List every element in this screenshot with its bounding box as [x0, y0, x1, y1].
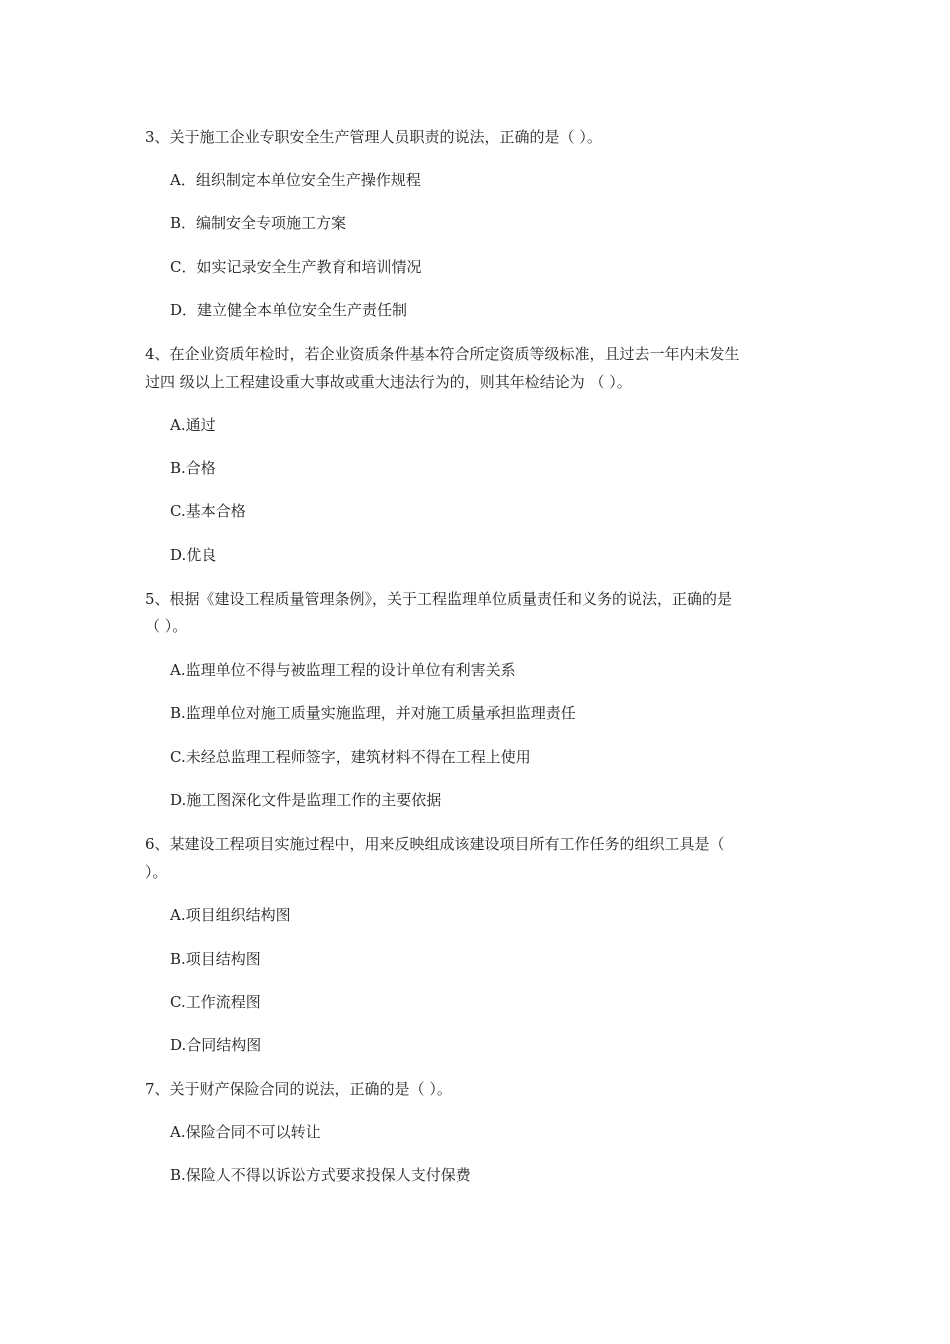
question-4-option-c: C.基本合格 — [170, 502, 246, 520]
question-6-option-c: C.工作流程图 — [170, 993, 261, 1011]
question-4-option-a: A.通过 — [170, 416, 216, 434]
question-7-option-b: B.保险人不得以诉讼方式要求投保人支付保费 — [170, 1166, 471, 1184]
question-3-stem: 3、关于施工企业专职安全生产管理人员职责的说法，正确的是（ ）。 — [145, 128, 602, 146]
question-5-option-c: C.未经总监理工程师签字，建筑材料不得在工程上使用 — [170, 748, 531, 766]
question-6-option-d: D.合同结构图 — [170, 1036, 262, 1054]
question-3-option-c: C．如实记录安全生产教育和培训情况 — [170, 258, 422, 276]
question-4-stem-line-1: 4、在企业资质年检时，若企业资质条件基本符合所定资质等级标准，且过去一年内未发生 — [145, 345, 740, 363]
question-4-stem-line-2: 过四 级以上工程建设重大事故或重大违法行为的，则其年检结论为 （ ）。 — [145, 373, 632, 391]
question-6-option-b: B.项目结构图 — [170, 950, 261, 968]
question-5-option-b: B.监理单位对施工质量实施监理，并对施工质量承担监理责任 — [170, 704, 576, 722]
question-5-stem-line-2: （ ）。 — [145, 617, 188, 635]
question-3-option-b: B．编制安全专项施工方案 — [170, 214, 347, 232]
question-3-option-d: D．建立健全本单位安全生产责任制 — [170, 301, 408, 319]
question-6-stem-line-2: ）。 — [145, 863, 168, 881]
question-5-option-a: A.监理单位不得与被监理工程的设计单位有利害关系 — [170, 661, 516, 679]
question-7-stem: 7、关于财产保险合同的说法，正确的是（ ）。 — [145, 1080, 452, 1098]
question-6-option-a: A.项目组织结构图 — [170, 906, 291, 924]
question-4-option-d: D.优良 — [170, 546, 217, 564]
question-3-option-a: A．组织制定本单位安全生产操作规程 — [170, 171, 421, 189]
question-5-option-d: D.施工图深化文件是监理工作的主要依据 — [170, 791, 442, 809]
question-6-stem-line-1: 6、某建设工程项目实施过程中，用来反映组成该建设项目所有工作任务的组织工具是（ — [145, 835, 725, 853]
question-5-stem-line-1: 5、根据《建设工程质量管理条例》，关于工程监理单位质量责任和义务的说法，正确的是 — [145, 590, 733, 608]
question-7-option-a: A.保险合同不可以转让 — [170, 1123, 321, 1141]
question-4-option-b: B.合格 — [170, 459, 216, 477]
